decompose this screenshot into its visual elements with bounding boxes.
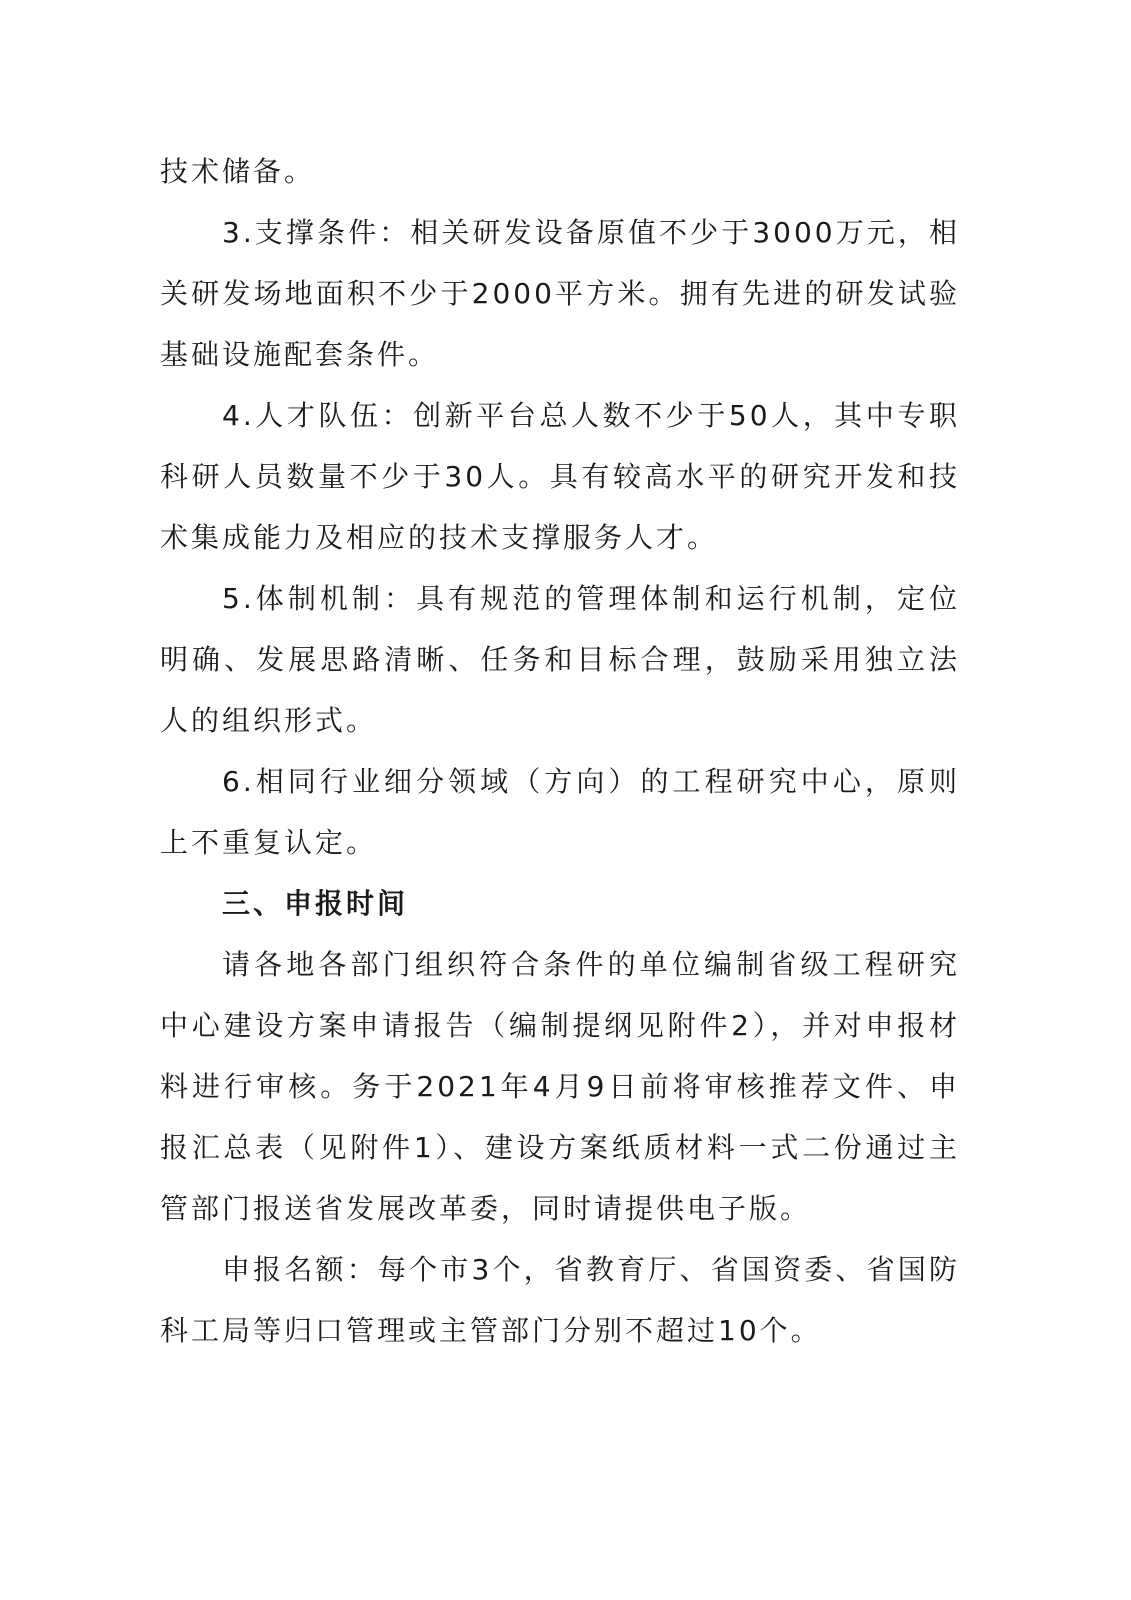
paragraph-support-conditions: 3.支撑条件：相关研发设备原值不少于3000万元，相关研发场地面积不少于2000平方米。拥有先进的研发试验基础设施配套条件。 [160, 216, 960, 371]
paragraph-no-duplicate: 6.相同行业细分领域（方向）的工程研究中心，原则上不重复认定。 [160, 765, 960, 859]
paragraph-talent-team: 4.人才队伍：创新平台总人数不少于50人，其中专职科研人员数量不少于30人。具有较高水平的研究开发和技术集成能力及相应的技术支撑服务人才。 [160, 399, 960, 554]
paragraph-system-mechanism: 5.体制机制：具有规范的管理体制和运行机制，定位明确、发展思路清晰、任务和目标合理，鼓励采用独立法人的组织形式。 [160, 582, 960, 737]
document-body [160, 141, 960, 1361]
paragraph-application-quota: 申报名额：每个市3个，省教育厅、省国资委、省国防科工局等归口管理或主管部门分别不超过10个。 [160, 1253, 960, 1347]
paragraph-continuation: 技术储备。 [160, 155, 316, 188]
paragraph-application-time: 请各地各部门组织符合条件的单位编制省级工程研究中心建设方案申请报告（编制提纲见附件2），并对申报材料进行审核。务于2021年4月9日前将审核推荐文件、申报汇总表（见附件1）、建设方案纸质材料一式二份通过主管部门报送省发展改革委，同时请提供电子版。 [160, 948, 960, 1225]
section-heading: 三、申报时间 [222, 887, 409, 920]
